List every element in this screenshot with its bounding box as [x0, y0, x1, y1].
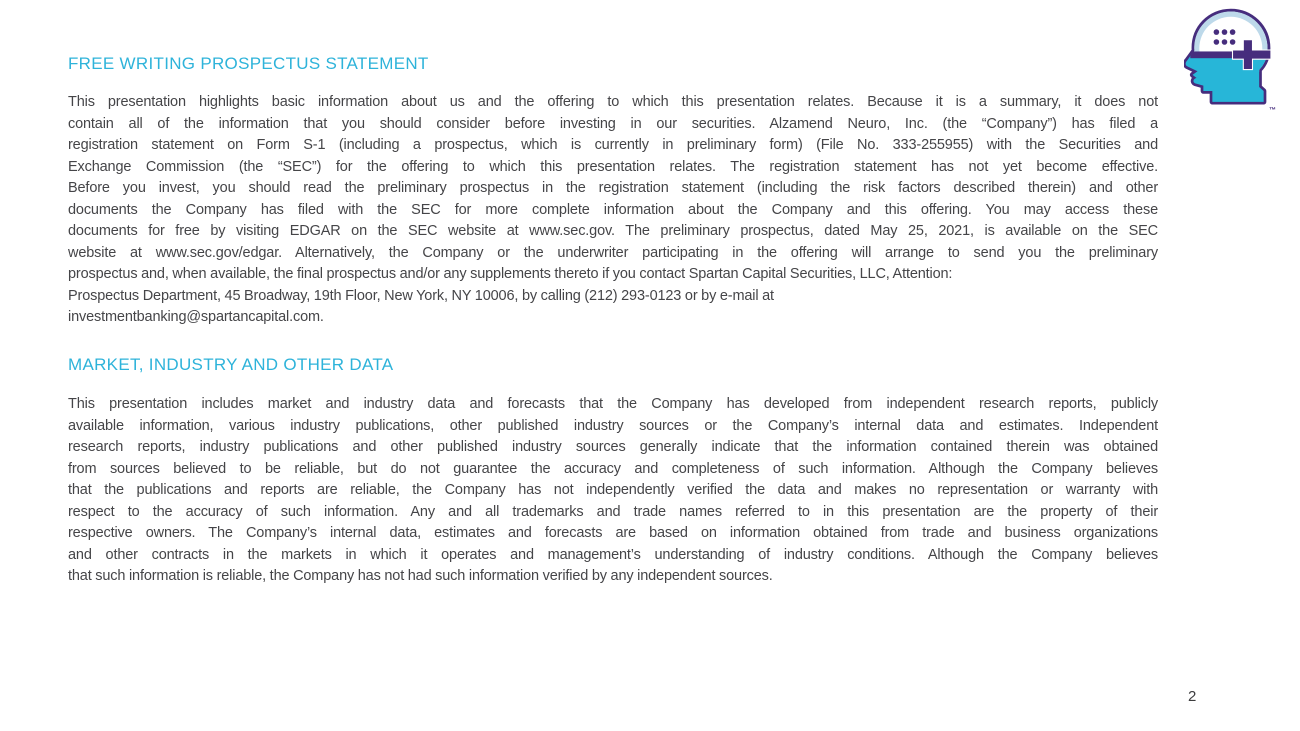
paragraph-market-industry-data [68, 394, 1158, 588]
paragraph-line: website at www.sec.gov/edgar. Alternatively, the Company or the underwriter participating in the offering will arrange to send you the preliminary [68, 244, 1158, 261]
paragraph-line: available information, various industry publications, other published industry sources or the Company’s internal data and estimates. Independent [68, 417, 1158, 434]
alzamend-neuro-logo [1184, 8, 1274, 116]
paragraph-line: research reports, industry publications and other published industry sources generally indicate that the information contained therein was obtained [68, 439, 1158, 455]
paragraph-line: This presentation highlights basic information about us and the offering to which this presentation relates. Because it is a summary, it does not [68, 94, 1158, 110]
paragraph-line: prospectus and, when available, the final prospectus and/or any supplements thereto if you contact Spartan Capital Securities, LLC, Attention: [68, 266, 953, 282]
paragraph-line: documents for free by visiting EDGAR on the SEC website at www.sec.gov. The preliminary prospectus, dated May 25, 2021, is available on the SEC [68, 223, 1158, 239]
section-heading-market-industry-data: MARKET, INDUSTRY AND OTHER DATA [68, 355, 394, 374]
brain-head-icon [1184, 8, 1274, 112]
paragraph-line: This presentation includes market and industry data and forecasts that the Company has developed from independent research reports, publicly [68, 396, 1158, 412]
section-heading-free-writing-prospectus: FREE WRITING PROSPECTUS STATEMENT [68, 54, 429, 73]
paragraph-line: Prospectus Department, 45 Broadway, 19th Floor, New York, NY 10006, by calling (212) 293-0123 or by e-mail at [68, 287, 774, 304]
paragraph-line: documents the Company has filed with the SEC for more complete information about the Company and this offering. You may access these [68, 201, 1158, 218]
paragraph-line: Before you invest, you should read the preliminary prospectus in the registration statement (including the risk factors described therein) and other [68, 180, 1158, 196]
paragraph-line: respective owners. The Company’s internal data, estimates and forecasts are based on information obtained from trade and business organizations [68, 525, 1158, 541]
page-number: 2 [1188, 688, 1197, 705]
paragraph-line: respect to the accuracy of such information. Any and all trademarks and trade names referred to in this presentation are the property of their [68, 503, 1158, 520]
paragraph-line: that the publications and reports are reliable, the Company has not independently verified the data and makes no representation or warranty with [68, 482, 1158, 498]
paragraph-line: that such information is reliable, the Company has not had such information verified by any independent sources. [68, 568, 773, 584]
paragraph-line: and other contracts in the markets in which it operates and management’s understanding of industry conditions. Although the Company believes [68, 546, 1158, 563]
paragraph-line: from sources believed to be reliable, but do not guarantee the accuracy and completeness of such information. Although the Company believes [68, 460, 1158, 477]
paragraph-line: contain all of the information that you should consider before investing in our securities. Alzamend Neuro, Inc. (the “Company”) has filed a [68, 115, 1158, 132]
paragraph-line-email: investmentbanking@spartancapital.com. [68, 309, 324, 325]
paragraph-line: registration statement on Form S-1 (including a prospectus, which is currently in preliminary form) (File No. 333-255955) with the Securities and [68, 137, 1158, 153]
trademark-symbol: ™ [1269, 107, 1276, 114]
paragraph-line: Exchange Commission (the “SEC”) for the offering to which this presentation relates. The registration statement has not yet become effective. [68, 158, 1158, 175]
paragraph-free-writing-prospectus [68, 92, 1158, 329]
